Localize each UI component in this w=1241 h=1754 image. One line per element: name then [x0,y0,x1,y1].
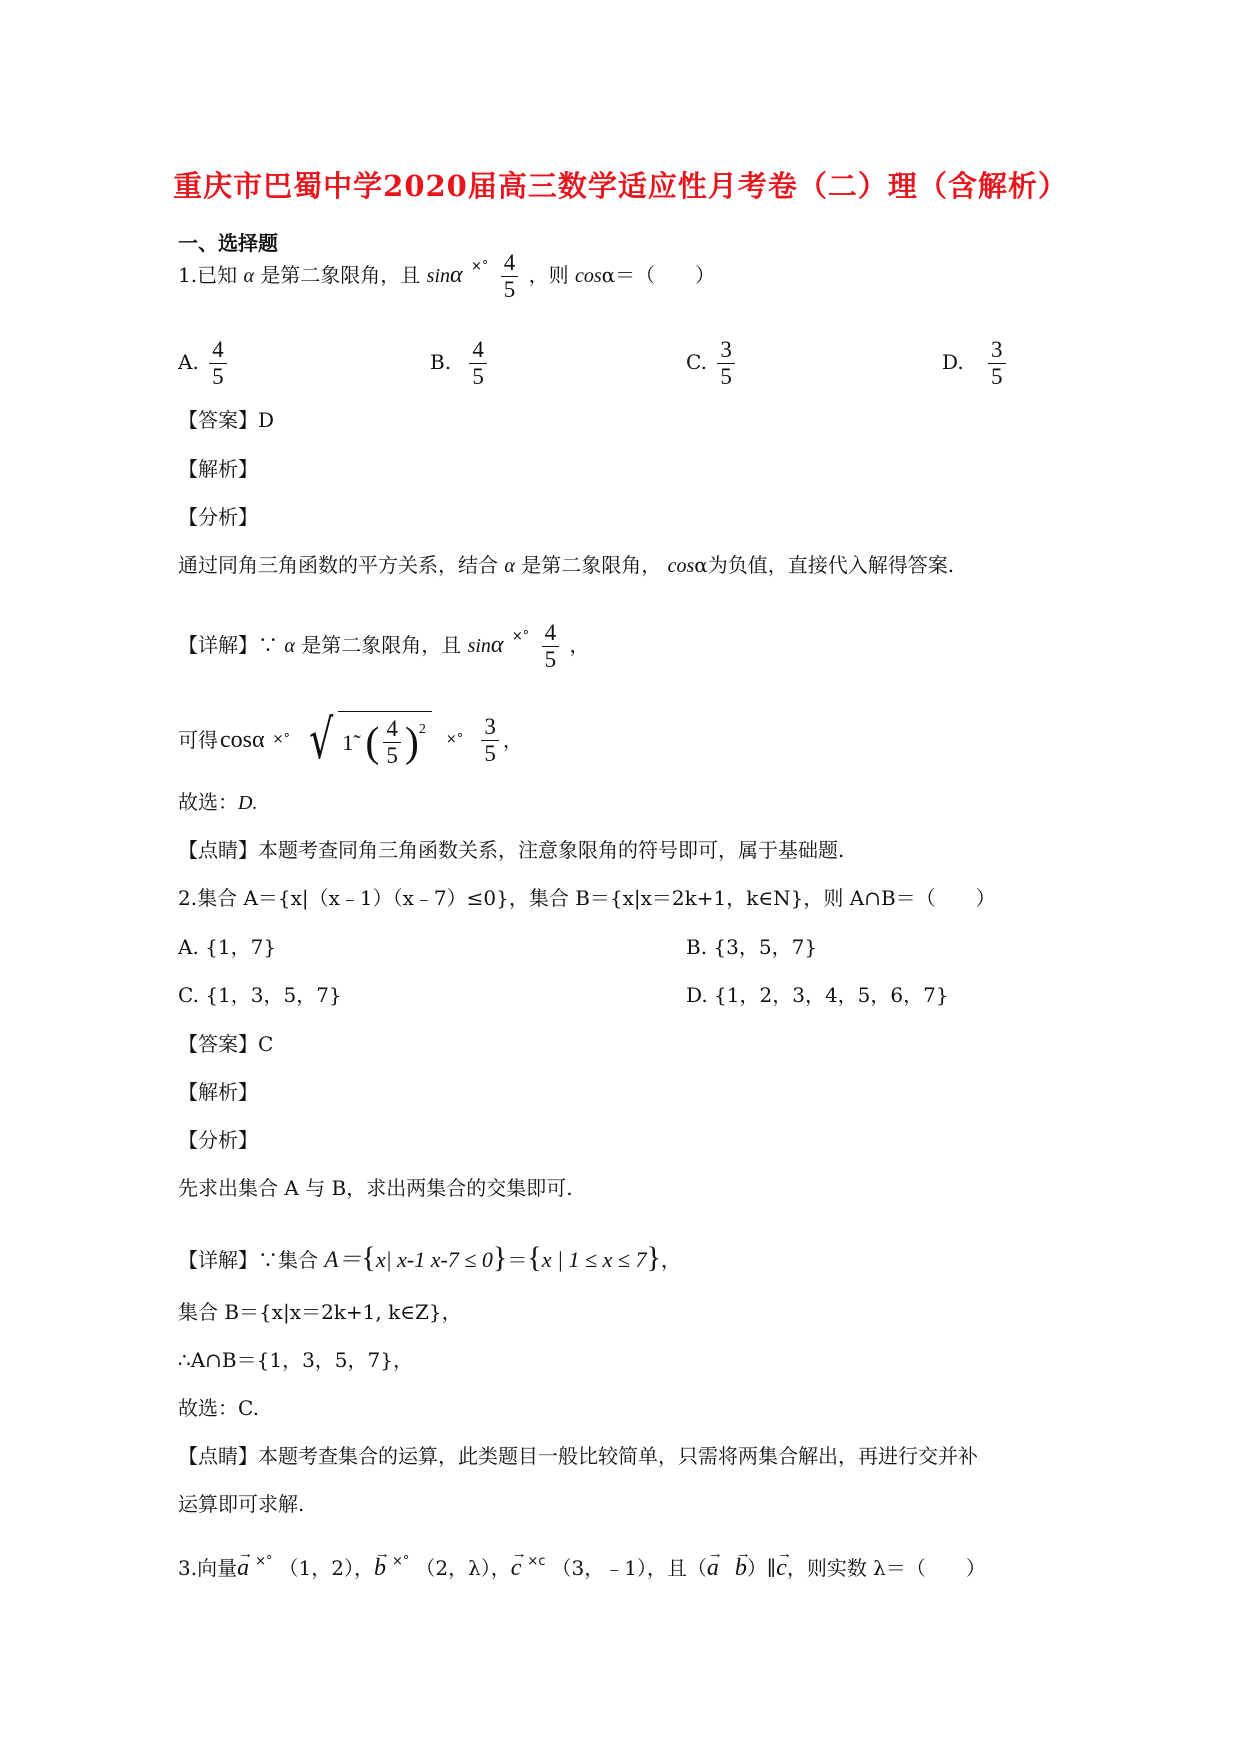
square-root: √ 1̃ ( $\frac{4}{5}$ ) 2 [304,711,432,769]
section-heading: 一、选择题 [178,231,278,255]
option-c: C. $\frac{3}{5}$ [686,337,739,390]
vector-c: → c [776,1554,787,1582]
option-b: B. {3，5，7} [686,935,818,959]
question-1-stem: 1.已知 α 是第二象限角，且 sinα ×° $\frac{4}{5}$ ，则 cosα＝（ ） [178,250,716,302]
option-c: C. {1，3，5，7} [178,983,342,1007]
vector-c: → c [511,1554,522,1582]
answer-1: 【答案】D [178,408,275,432]
option-b: B. $\frac{4}{5}$ [430,337,491,390]
answer-2: 【答案】C [178,1032,274,1056]
choose-1: 故选：D. [178,790,258,814]
note-2-line1: 【点睛】本题考查集合的运算，此类题目一般比较简单，只需将两集合解出，再进行交并补 [178,1444,978,1468]
option-a: A. {1，7} [178,935,277,959]
note-2-line2: 运算即可求解. [178,1492,305,1516]
vector-a: → a [707,1554,719,1582]
choose-2: 故选：C. [178,1396,259,1420]
fenxi-2: 【分析】 [178,1128,258,1152]
question-2-stem: 2.集合 A＝{x|（x﹣1）（x﹣7）≤0}，集合 B＝{x|x＝2k+1，k∈N}，则 A∩B＝（ ） [178,886,996,910]
option-d: D. $\frac{3}{5}$ [942,337,1010,390]
jiexi-2: 【解析】 [178,1080,258,1104]
detail-1: 【详解】∵ α 是第二象限角，且 sinα ×° $\frac{4}{5}$ ， [178,620,590,672]
vector-b: → b [735,1554,747,1582]
note-1: 【点睛】本题考查同角三角函数关系，注意象限角的符号即可，属于基础题. [178,838,845,862]
analysis-2: 先求出集合 A 与 B，求出两集合的交集即可. [178,1176,573,1200]
document-title: 重庆市巴蜀中学2020届高三数学适应性月考卷（二）理（含解析） [173,169,1068,203]
formula-cos: 可得 cosα ×° √ 1̃ ( $\frac{4}{5}$ ) 2 ×° $\frac{3}{5}$ ， [178,708,523,771]
option-d: D. {1，2，3，4，5，6，7} [686,983,949,1007]
set-b: 集合 B＝{x|x＝2k+1, k∈Z}， [178,1300,462,1324]
option-a: A. $\frac{4}{5}$ [178,337,231,390]
detail-2: 【详解】∵集合 A＝{x| x-1 x-7 ≤ 0}＝{x | 1 ≤ x ≤ 7}， [178,1241,681,1274]
fenxi-1: 【分析】 [178,505,258,529]
jiexi-1: 【解析】 [178,457,258,481]
analysis-1: 通过同角三角函数的平方关系，结合 α 是第二象限角， cosα为负值，直接代入解得答案. [178,553,955,577]
vector-b: → b [374,1554,386,1582]
vector-a: → a [237,1554,249,1582]
question-3-stem: 3.向量 → a ×° （1，2）， → b ×° （2，λ）， → c ×c （3，﹣1），且（ → a → b ）∥ → c ，则实数 λ＝（ ） [178,1548,986,1588]
intersection: ∴A∩B＝{1，3，5，7}， [178,1348,413,1372]
fraction: $\frac{4}{5}$ [501,250,519,303]
